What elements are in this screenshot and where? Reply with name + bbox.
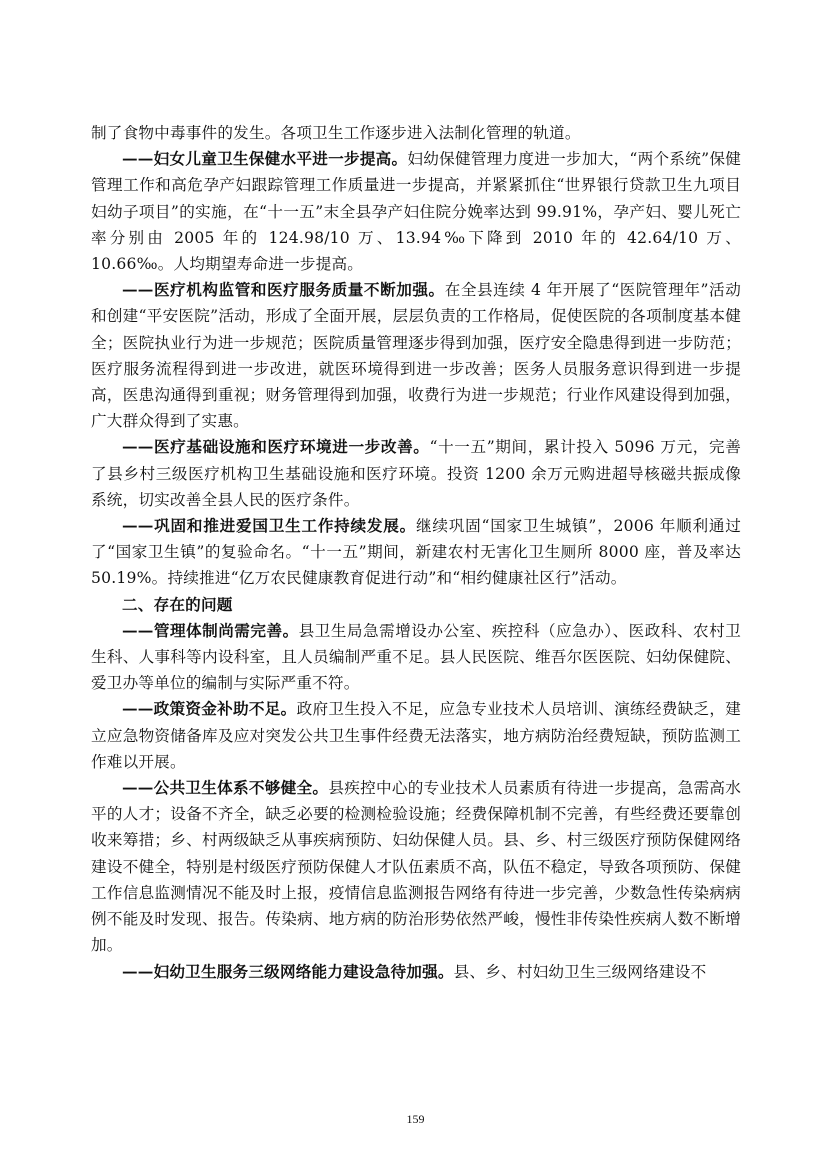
- paragraph-4: [91, 434, 741, 513]
- paragraph-text: 妇幼保健管理力度进一步加大，“两个系统”保健管理工作和高危孕产妇跟踪管理工作质量进一步提高，并紧紧抓住“世界银行贷款卫生九项目妇幼子项目”的实施，在“十一五”末全县孕产妇住院分娩率达到 99.91%，孕产妇、婴儿死亡率分别由 2005 年的 124.98/10 万、13.94‰下降到 2010 年的 42.64/10 万、10.66‰。人均期望寿命进一步提高。: [91, 150, 741, 274]
- paragraph-lead: ——公共卫生体系不够健全。: [122, 778, 329, 798]
- page-number: 159: [406, 1112, 425, 1126]
- paragraph-3: [91, 277, 741, 434]
- paragraph-6: [91, 618, 741, 697]
- paragraph-lead: ——政策资金补助不足。: [122, 699, 297, 719]
- document-body: [91, 120, 741, 985]
- paragraph-5: [91, 513, 741, 592]
- paragraph-text: 县疾控中心的专业技术人员素质有待进一步提高，急需高水平的人才；设备不齐全，缺乏必要的检测检验设施；经费保障机制不完善，有些经费还要靠创收来筹措；乡、村两级缺乏从事疾病预防、妇幼保健人员。县、乡、村三级医疗预防保健网络建设不健全，特别是村级医疗预防保健人才队伍素质不高，队伍不稳定，导致各项预防、保健工作信息监测情况不能及时上报，疫情信息监测报告网络有待进一步完善，少数急性传染病病例不能及时发现、报告。传染病、地方病的防治形势依然严峻，慢性非传染性疾病人数不断增加。: [91, 779, 741, 955]
- paragraph-2: [91, 146, 741, 277]
- section-heading: 二、存在的问题: [122, 594, 233, 614]
- paragraph-lead: ——妇女儿童卫生保健水平进一步提高。: [122, 149, 408, 169]
- paragraph-lead: ——巩固和推进爱国卫生工作持续发展。: [122, 516, 417, 536]
- paragraph-lead: ——医疗基础设施和医疗环境进一步改善。: [122, 437, 430, 457]
- paragraph-text: 在全县连续 4 年开展了“医院管理年”活动和创建“平安医院”活动，形成了全面开展，层层负责的工作格局，促使医院的各项制度基本健全；医院执业行为进一步规范；医院质量管理逐步得到加强，医疗安全隐患得到进一步防范；医疗服务流程得到进一步改进，就医环境得到进一步改善；医务人员服务意识得到进一步提高，医患沟通得到重视；财务管理得到加强，收费行为进一步规范；行业作风建设得到加强，广大群众得到了实惠。: [91, 281, 741, 431]
- paragraph-text: 县卫生局急需增设办公室、疾控科（应急办）、医政科、农村卫生科、人事科等内设科室，且人员编制严重不足。县人民医院、维吾尔医医院、妇幼保健院、爱卫办等单位的编制与实际严重不符。: [91, 621, 741, 693]
- paragraph-text: “十一五”期间，累计投入 5096 万元，完善了县乡村三级医疗机构卫生基础设施和医疗环境。投资 1200 余万元购进超导核磁共振成像系统，切实改善全县人民的医疗条件。: [91, 438, 741, 509]
- paragraph-text: 政府卫生投入不足，应急专业技术人员培训、演练经费缺乏，建立应急物资储备库及应对突发公共卫生事件经费无法落实，地方病防治经费短缺，预防监测工作难以开展。: [91, 700, 741, 771]
- paragraph-text: 制了食物中毒事件的发生。各项卫生工作逐步进入法制化管理的轨道。: [91, 124, 581, 142]
- paragraph-text: 继续巩固“国家卫生城镇”，2006 年顺利通过了“国家卫生镇”的复验命名。“十一五”期间，新建农村无害化卫生厕所 8000 座，普及率达 50.19%。持续推进“亿万农民健康教育促进行动”和“相约健康社区行”活动。: [91, 517, 741, 588]
- paragraph-7: [91, 696, 741, 775]
- paragraph-lead: ——管理体制尚需完善。: [122, 620, 299, 640]
- paragraph-1: [91, 120, 741, 146]
- paragraph-lead: ——医疗机构监管和医疗服务质量不断加强。: [122, 280, 445, 300]
- paragraph-text: 县、乡、村妇幼卫生三级网络建设不: [453, 962, 707, 981]
- paragraph-lead: ——妇幼卫生服务三级网络能力建设急待加强。: [122, 961, 454, 981]
- paragraph-8: [91, 775, 741, 958]
- paragraph-9: [91, 959, 741, 985]
